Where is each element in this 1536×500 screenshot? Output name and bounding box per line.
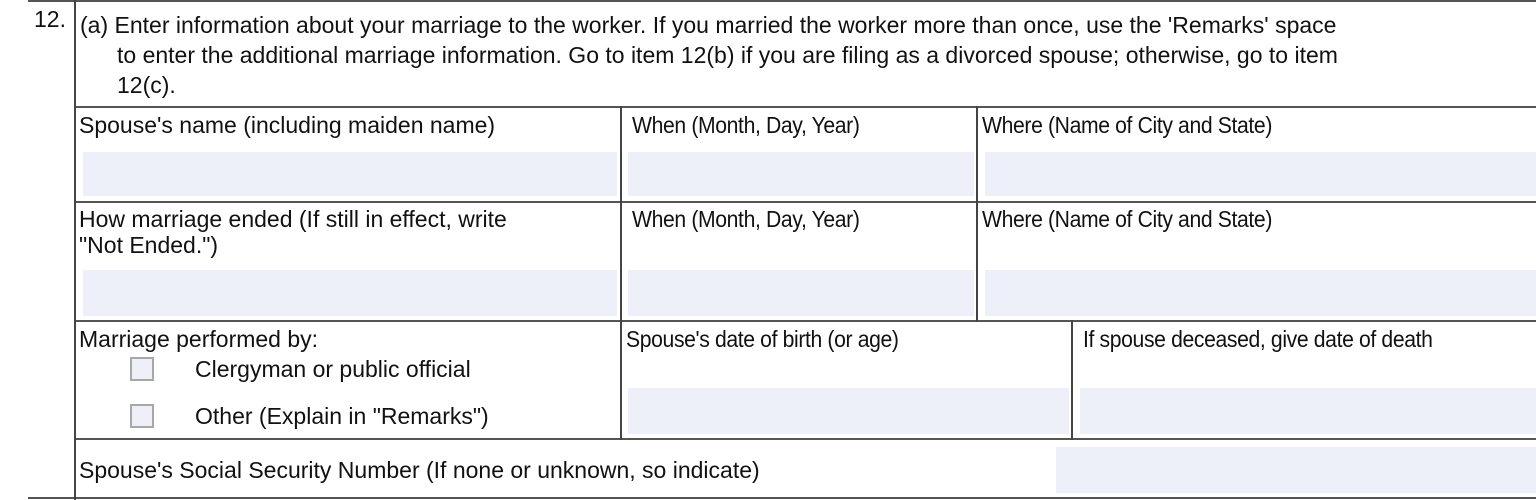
how-ended-label-line-1: How marriage ended (If still in effect, write: [79, 206, 507, 232]
how-ended-field[interactable]: [83, 270, 617, 316]
instructions-line-2: to enter the additional marriage information. Go to item 12(b) if you are filing as a divorced spouse; otherwise, go to item: [117, 42, 1338, 68]
col-divider-3: [1071, 320, 1073, 440]
col-divider-1: [620, 106, 622, 440]
row-divider-1: [75, 106, 1536, 108]
how-ended-label-line-2: "Not Ended."): [79, 232, 219, 258]
bottom-border: [28, 497, 1536, 499]
instructions-line-3: 12(c).: [117, 72, 176, 98]
ended-when-label: When (Month, Day, Year): [632, 206, 860, 232]
spouse-ssn-label: Spouse's Social Security Number (If none or unknown, so indicate): [79, 457, 760, 483]
marriage-where-field[interactable]: [985, 152, 1536, 196]
clergyman-option-label: Clergyman or public official: [195, 356, 471, 382]
other-checkbox[interactable]: [130, 404, 154, 428]
clergyman-checkbox[interactable]: [130, 357, 154, 381]
marriage-where-label: Where (Name of City and State): [982, 112, 1273, 138]
spouse-ssn-field[interactable]: [1056, 447, 1536, 493]
row-divider-4: [75, 438, 1536, 440]
spouse-name-field[interactable]: [83, 152, 617, 196]
marriage-when-label: When (Month, Day, Year): [632, 112, 860, 138]
col-divider-2: [976, 106, 978, 322]
ended-where-field[interactable]: [985, 270, 1536, 316]
item-number: 12.: [34, 6, 66, 32]
marriage-when-field[interactable]: [628, 152, 974, 196]
spouse-dob-label: Spouse's date of birth (or age): [626, 326, 899, 352]
instructions-line-1: (a) Enter information about your marriage to the worker. If you married the worker more than once, use the 'Remarks' space: [80, 12, 1337, 38]
other-option-label: Other (Explain in "Remarks"): [195, 403, 489, 429]
date-of-death-label: If spouse deceased, give date of death: [1083, 326, 1433, 352]
ended-when-field[interactable]: [628, 270, 974, 316]
spouse-name-label: Spouse's name (including maiden name): [79, 112, 496, 138]
performed-by-label: Marriage performed by:: [79, 326, 319, 352]
row-divider-2: [75, 201, 1536, 203]
date-of-death-field[interactable]: [1080, 388, 1536, 434]
spouse-dob-field[interactable]: [628, 388, 1069, 434]
ended-where-label: Where (Name of City and State): [982, 206, 1273, 232]
row-divider-3: [75, 320, 1536, 322]
top-border: [28, 0, 1536, 2]
left-border: [74, 0, 76, 500]
